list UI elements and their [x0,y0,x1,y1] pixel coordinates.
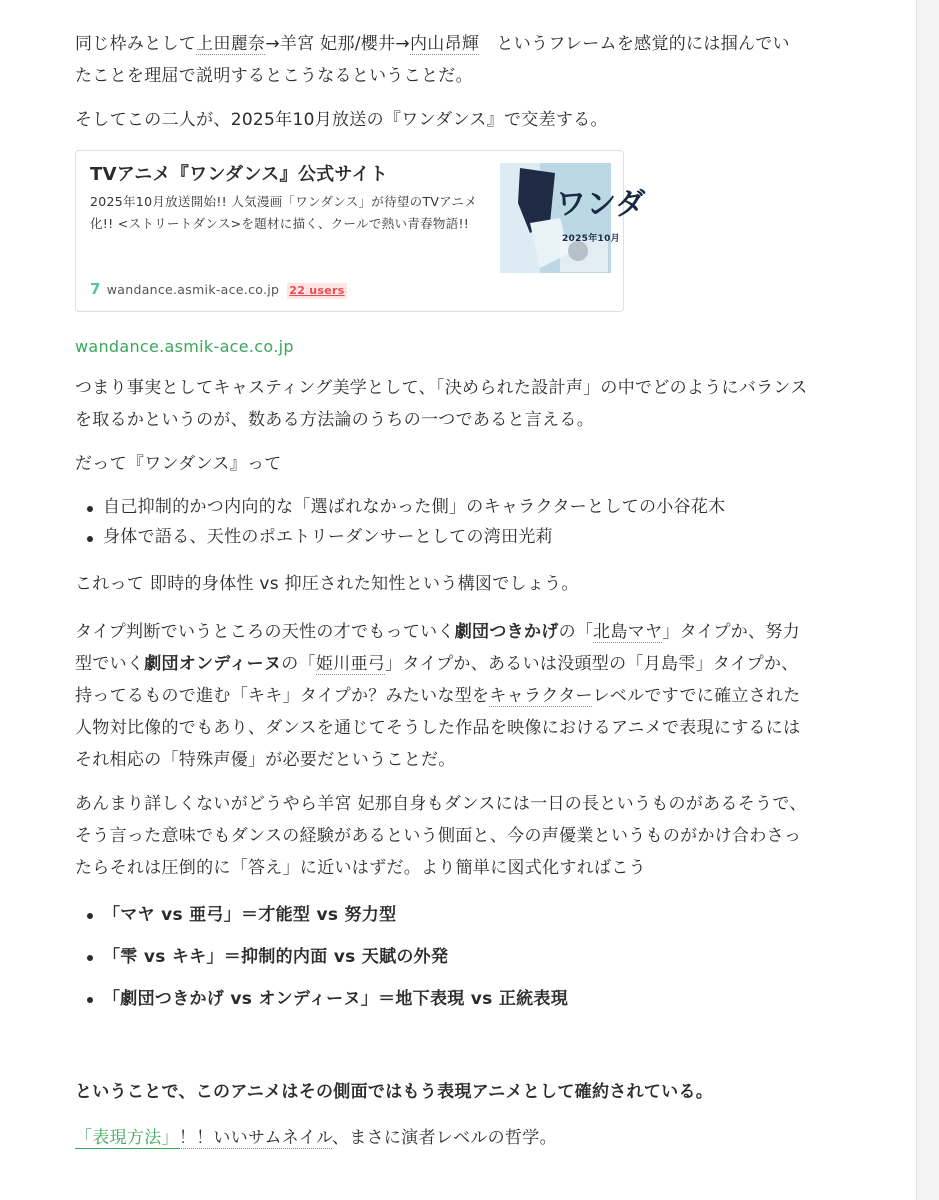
keyword-link-himekawa-ayumi[interactable]: 姫川亜弓 [315,654,386,674]
paragraph-6-line-3: 持ってるもので進む「キキ」タイプか？みたいな型をキャラクターレベルですでに確立された [75,686,801,706]
keyword-link-hyogen-hoho[interactable]: 「表現方法」 [75,1128,179,1148]
paragraph-6-line-2: 型でいく劇団オンディーヌの「姫川亜弓」タイプか、あるいは没頭型の「月島雫」タイプか、 [75,654,799,674]
bookmark-users-count[interactable]: 22 users [289,284,345,297]
list-item: 身体で語る、天性のポエトリーダンサーとしての湾田光莉 [75,522,725,552]
paragraph-7-line-2: そう言った意味でもダンスの経験があるという側面と、今の声優業というものがかけ合わさっ [75,826,802,846]
card-description: 2025年10月放送開始!! 人気漫画「ワンダンス」が待望のTVアニメ化!! <ストリートダンス>を題材に描く、クールで熱い青春物語!! [90,194,478,231]
scrollbar[interactable] [916,0,939,1200]
card-title[interactable]: TVアニメ『ワンダンス』公式サイト [90,164,389,185]
list-item: 「劇団つきかげ vs オンディーヌ」＝地下表現 vs 正統表現 [75,982,568,1016]
source-link[interactable]: wandance.asmik-ace.co.jp [75,337,294,356]
paragraph-1-line-2: たことを理屈で説明するとこうなるということだ。 [75,66,473,86]
paragraph-3-line-2: を取るかというのが、数ある方法論のうちの一つであると言える。 [75,410,594,430]
thumbnail-title: ワンダ [556,187,646,222]
thumbnail-date: 2025年10月 [562,234,620,244]
paragraph-4: だって『ワンダンス』って [75,454,282,474]
list-item: 「雫 vs キキ」＝抑制的内面 vs 天賦の外発 [75,940,568,974]
comparison-list [75,898,568,1016]
paragraph-7-line-3: たらそれは圧倒的に「答え」に近いはずだ。より簡単に図式化すればこう [75,858,646,878]
paragraph-2: そしてこの二人が、2025年10月放送の『ワンダンス』で交差する。 [75,110,608,130]
keyword-link-kitajima-maya[interactable]: 北島マヤ [593,622,663,642]
keyword-link-uchiyama-koki[interactable]: 内山昂輝 [409,34,480,54]
paragraph-5: これって 即時的身体性 vs 抑圧された知性という構図でしょう。 [75,574,579,594]
conclusion: ということで、このアニメはその側面ではもう表現アニメとして確約されている。 [75,1082,714,1102]
paragraph-6-line-1: タイプ判断でいうところの天性の才でもっていく劇団つきかげの「北島マヤ」タイプか、努力 [75,622,800,642]
keyword-link-character[interactable]: キャラクター [489,686,593,706]
card-thumbnail[interactable] [500,163,646,273]
keyword-link-ueda-reina[interactable]: 上田麗奈 [196,34,266,54]
paragraph-7-line-1: あんまり詳しくないがどうやら羊宮 妃那自身もダンスには一日の長というものがあるそうで、 [75,794,807,814]
link-preview-card[interactable] [75,150,646,312]
paragraph-3-line-1: つまり事実としてキャスティング美学として、「決められた設計声」の中でどのようにバランス [75,378,808,398]
paragraph-6-line-4: 人物対比像的でもあり、ダンスを通じてそうした作品を映像におけるアニメで表現にするには [75,718,801,738]
list-item: 「マヤ vs 亜弓」＝才能型 vs 努力型 [75,898,568,932]
favicon-icon: 7 [90,280,101,298]
character-list [75,492,725,552]
paragraph-6-line-5: それ相応の「特殊声優」が必要だということだ。 [75,750,456,770]
paragraph-1-line-1: 同じ枠みとして上田麗奈→羊宮 妃那/櫻井→内山昂輝 というフレームを感覚的には掴んでい [75,34,790,54]
final-line: 「表現方法」！！いいサムネイル、まさに演者レベルの哲学。 [75,1128,557,1148]
list-item: 自己抑制的かつ内向的な「選ばれなかった側」のキャラクターとしての小谷花木 [75,492,725,522]
card-domain[interactable]: wandance.asmik-ace.co.jp [106,282,280,297]
card-source [90,279,347,300]
